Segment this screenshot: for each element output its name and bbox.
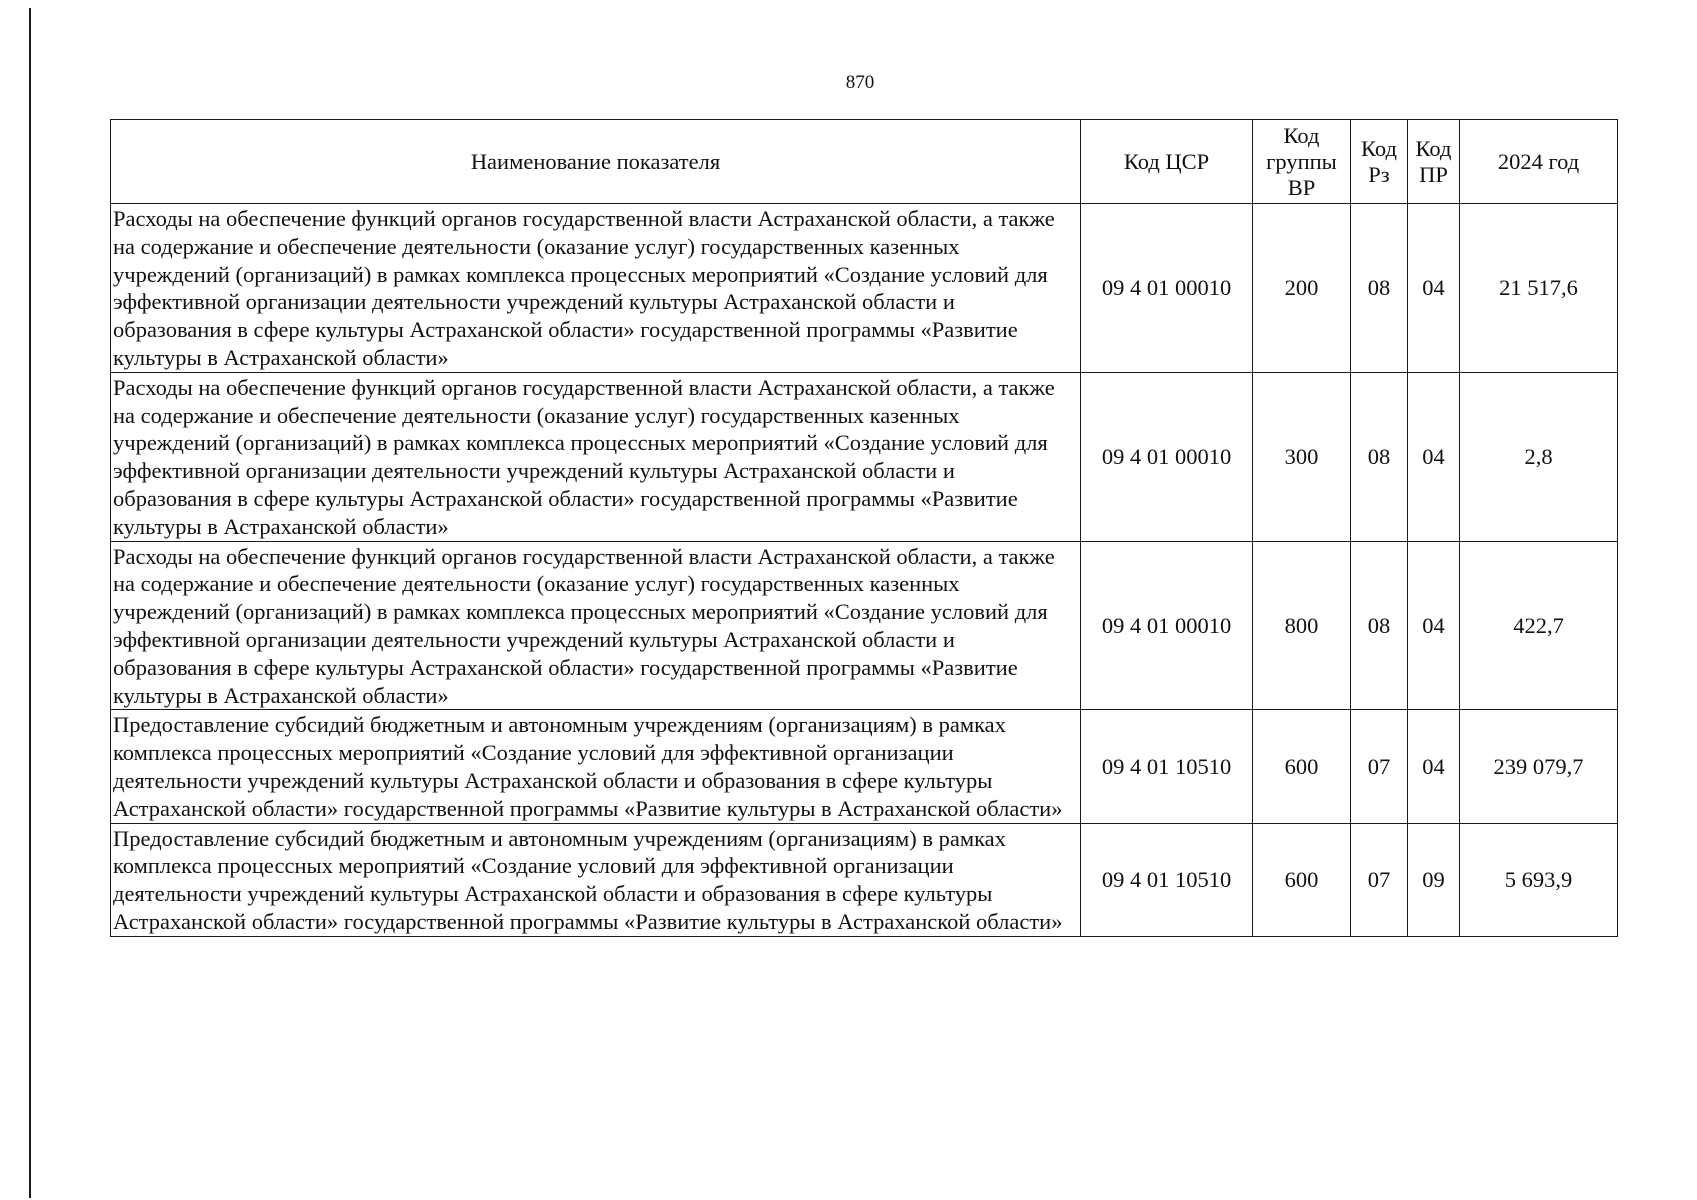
row-pr-code: 09 <box>1408 823 1460 936</box>
row-rz-code: 08 <box>1351 372 1408 541</box>
row-rz-code: 08 <box>1351 204 1408 373</box>
row-csr-code: 09 4 01 00010 <box>1081 541 1253 710</box>
row-rz-code: 08 <box>1351 541 1408 710</box>
budget-table <box>110 119 1618 937</box>
row-amount: 5 693,9 <box>1460 823 1618 936</box>
row-pr-code: 04 <box>1408 710 1460 823</box>
row-name: Предоставление субсидий бюджетным и автономным учреждениям (организациям) в рамках комплекса процессных мероприятий «Создание условий для эффективной организации деятельности учреждений культуры Астраханской области и образования в сфере культуры Астраханской области» государственной программы «Развитие культуры в Астраханской области» <box>111 823 1081 936</box>
row-csr-code: 09 4 01 10510 <box>1081 710 1253 823</box>
table-row <box>111 541 1618 710</box>
row-name: Расходы на обеспечение функций органов государственной власти Астраханской области, а также на содержание и обеспечение деятельности (оказание услуг) государственных казенных учреждений (организаций) в рамках комплекса процессных мероприятий «Создание условий для эффективной организации деятельности учреждений культуры Астраханской области и образования в сфере культуры Астраханской области» государственной программы «Развитие культуры в Астраханской области» <box>111 372 1081 541</box>
row-amount: 422,7 <box>1460 541 1618 710</box>
row-pr-code: 04 <box>1408 204 1460 373</box>
header-year: 2024 год <box>1460 120 1618 204</box>
row-name: Предоставление субсидий бюджетным и автономным учреждениям (организациям) в рамках комплекса процессных мероприятий «Создание условий для эффективной организации деятельности учреждений культуры Астраханской области и образования в сфере культуры Астраханской области» государственной программы «Развитие культуры в Астраханской области» <box>111 710 1081 823</box>
row-vr-code: 200 <box>1253 204 1351 373</box>
row-vr-code: 800 <box>1253 541 1351 710</box>
table-row <box>111 710 1618 823</box>
header-pr-code: Код ПР <box>1408 120 1460 204</box>
table-header-row <box>111 120 1618 204</box>
row-amount: 239 079,7 <box>1460 710 1618 823</box>
left-margin-line <box>29 8 31 1198</box>
header-rz-code: Код Рз <box>1351 120 1408 204</box>
table-row <box>111 204 1618 373</box>
row-pr-code: 04 <box>1408 372 1460 541</box>
row-vr-code: 600 <box>1253 710 1351 823</box>
row-name: Расходы на обеспечение функций органов государственной власти Астраханской области, а также на содержание и обеспечение деятельности (оказание услуг) государственных казенных учреждений (организаций) в рамках комплекса процессных мероприятий «Создание условий для эффективной организации деятельности учреждений культуры Астраханской области и образования в сфере культуры Астраханской области» государственной программы «Развитие культуры в Астраханской области» <box>111 204 1081 373</box>
page-number: 870 <box>845 72 875 93</box>
row-amount: 21 517,6 <box>1460 204 1618 373</box>
row-vr-code: 600 <box>1253 823 1351 936</box>
header-csr-code: Код ЦСР <box>1081 120 1253 204</box>
row-vr-code: 300 <box>1253 372 1351 541</box>
row-amount: 2,8 <box>1460 372 1618 541</box>
row-csr-code: 09 4 01 00010 <box>1081 372 1253 541</box>
row-rz-code: 07 <box>1351 710 1408 823</box>
header-vr-code: Код группы ВР <box>1253 120 1351 204</box>
header-name: Наименование показателя <box>111 120 1081 204</box>
table-row <box>111 823 1618 936</box>
row-csr-code: 09 4 01 10510 <box>1081 823 1253 936</box>
row-rz-code: 07 <box>1351 823 1408 936</box>
row-pr-code: 04 <box>1408 541 1460 710</box>
row-csr-code: 09 4 01 00010 <box>1081 204 1253 373</box>
row-name: Расходы на обеспечение функций органов государственной власти Астраханской области, а также на содержание и обеспечение деятельности (оказание услуг) государственных казенных учреждений (организаций) в рамках комплекса процессных мероприятий «Создание условий для эффективной организации деятельности учреждений культуры Астраханской области и образования в сфере культуры Астраханской области» государственной программы «Развитие культуры в Астраханской области» <box>111 541 1081 710</box>
table-row <box>111 372 1618 541</box>
